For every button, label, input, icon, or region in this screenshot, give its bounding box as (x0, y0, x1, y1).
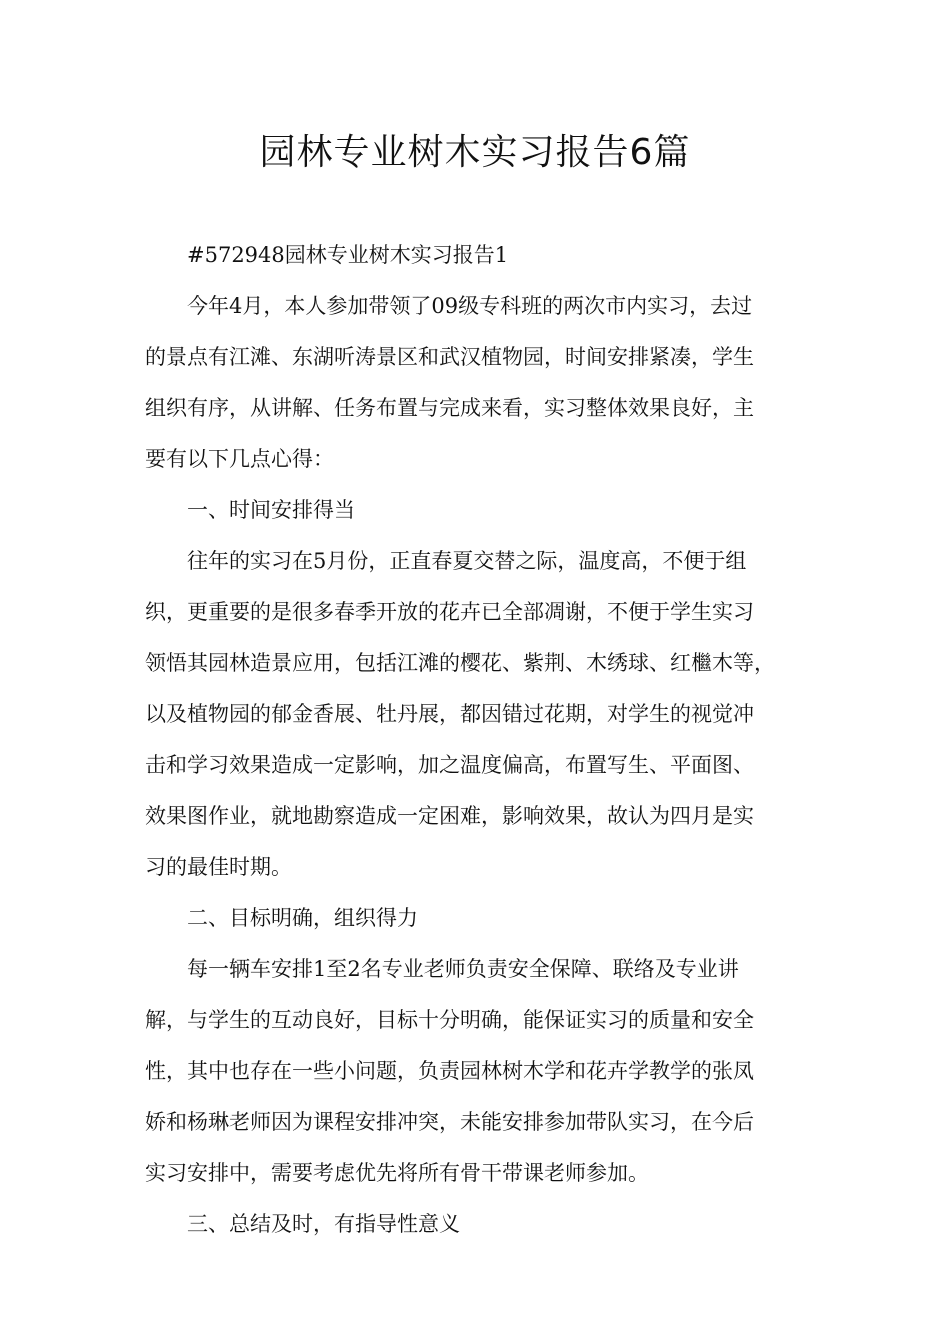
paragraph-organization (145, 944, 817, 1199)
section-heading-1 (145, 485, 817, 536)
text-line: 今年4月，本人参加带领了09级专科班的两次市内实习，去过 (187, 294, 753, 318)
text-line: 的景点有江滩、东湖听涛景区和武汉植物园，时间安排紧凑，学生 (145, 345, 754, 369)
text-line: 习的最佳时期。 (145, 855, 292, 879)
text-line: 解，与学生的互动良好，目标十分明确，能保证实习的质量和安全 (145, 1008, 754, 1032)
text-line: 要有以下几点心得： (145, 447, 334, 471)
text-line: 往年的实习在5月份，正直春夏交替之际，温度高，不便于组 (187, 549, 747, 573)
text-line: 织，更重要的是很多春季开放的花卉已全部凋谢，不便于学生实习 (145, 600, 754, 624)
text-line: 每一辆车安排1至2名专业老师负责安全保障、联络及专业讲 (187, 957, 739, 981)
paragraph-intro (145, 281, 817, 485)
heading-line: 二、目标明确，组织得力 (187, 906, 418, 930)
heading-line: 三、总结及时，有指导性意义 (187, 1212, 460, 1236)
text-line: 以及植物园的郁金香展、牡丹展，都因错过花期，对学生的视觉冲 (145, 702, 754, 726)
paragraph-time-arrangement (145, 536, 817, 893)
text-line: 实习安排中，需要考虑优先将所有骨干带课老师参加。 (145, 1161, 649, 1185)
text-line: 击和学习效果造成一定影响，加之温度偏高，布置写生、平面图、 (145, 753, 754, 777)
heading-line: 一、时间安排得当 (187, 498, 355, 522)
text-line: 娇和杨琳老师因为课程安排冲突，未能安排参加带队实习，在今后 (145, 1110, 754, 1134)
section-heading-3 (145, 1199, 817, 1250)
text-line: 组织有序，从讲解、任务布置与完成来看，实习整体效果良好，主 (145, 396, 754, 420)
text-line: 领悟其园林造景应用，包括江滩的樱花、紫荆、木绣球、红檵木等， (145, 651, 775, 675)
text-line: 效果图作业，就地勘察造成一定困难，影响效果，故认为四月是实 (145, 804, 754, 828)
page-title: 园林专业树木实习报告6篇 (259, 132, 691, 173)
subtitle-line: #572948园林专业树木实习报告1 (187, 243, 509, 267)
document-body (145, 230, 817, 1250)
section-subtitle (145, 230, 817, 281)
section-heading-2 (145, 893, 817, 944)
text-line: 性，其中也存在一些小问题，负责园林树木学和花卉学教学的张凤 (145, 1059, 754, 1083)
